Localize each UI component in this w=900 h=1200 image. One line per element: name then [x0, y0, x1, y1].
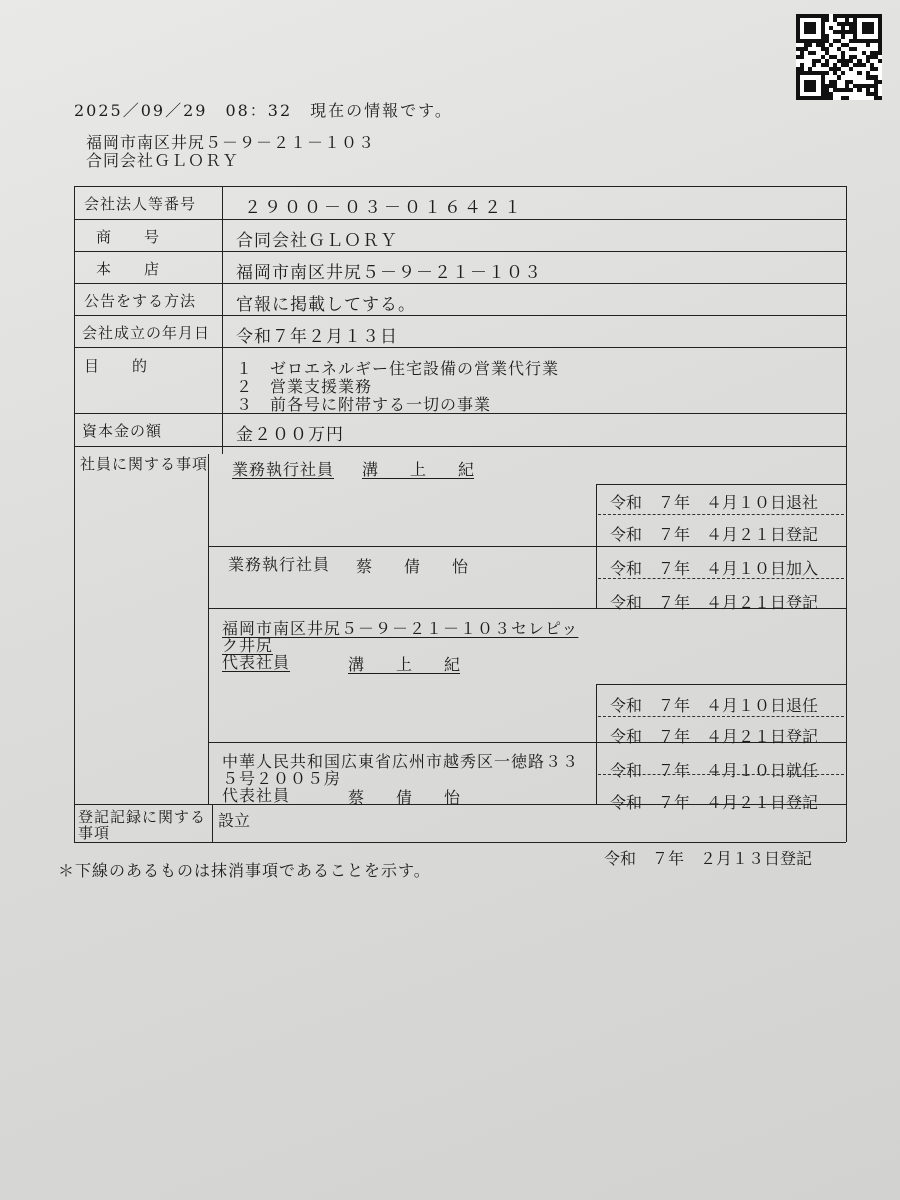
- member-name: 蔡 倩 怡: [356, 557, 469, 576]
- header-company: 合同会社ＧＬＯＲＹ: [86, 151, 240, 170]
- corp-number-value: ２９００－０３－０１６４２１: [244, 198, 524, 218]
- label-head-office: 本 店: [96, 260, 161, 278]
- registration-value: 設立: [218, 811, 251, 830]
- member-date: 令和 ７年 ４月２１日登記: [610, 727, 819, 746]
- notice-method-value: 官報に掲載してする。: [236, 295, 416, 315]
- label-registration: 登記記録に関する: [78, 808, 207, 826]
- member-name: 溝 上 紀: [362, 460, 475, 479]
- head-office-value: 福岡市南区井尻５－９－２１－１０３: [236, 263, 542, 283]
- member-role: 業務執行社員: [232, 460, 335, 479]
- member-date: 令和 ７年 ４月２１日登記: [610, 593, 819, 612]
- timestamp-line: 2025／09／29 08：32 現在の情報です。: [74, 101, 453, 120]
- purpose-item: １ ゼロエネルギー住宅設備の営業代行業: [236, 359, 560, 378]
- member-date: 令和 ７年 ４月２１日登記: [610, 793, 819, 812]
- label-notice-method: 公告をする方法: [84, 292, 197, 310]
- member-role: 代表社員: [222, 653, 291, 672]
- purpose-item: ２ 営業支援業務: [236, 377, 373, 396]
- member-date: 令和 ７年 ４月１０日加入: [610, 559, 819, 578]
- label-capital: 資本金の額: [82, 422, 163, 440]
- member-date: 令和 ７年 ４月１０日退社: [610, 493, 819, 512]
- member-date: 令和 ７年 ４月１０日退任: [610, 696, 819, 715]
- label-established: 会社成立の年月日: [82, 324, 211, 342]
- label-trade-name: 商 号: [96, 228, 161, 246]
- header-address: 福岡市南区井尻５－９－２１－１０３: [86, 133, 376, 152]
- label-members: 社員に関する事項: [80, 455, 209, 473]
- purpose-item: ３ 前各号に附帯する一切の事業: [236, 395, 492, 414]
- label-corp-number: 会社法人等番号: [84, 195, 197, 213]
- member-address: ５号２００５房: [222, 769, 342, 788]
- member-date: 令和 ７年 ４月１０日就任: [610, 761, 819, 780]
- registration-date: 令和 ７年 ２月１３日登記: [604, 849, 813, 868]
- label-registration-line2: 事項: [78, 824, 111, 842]
- trade-name-value: 合同会社ＧＬＯＲＹ: [236, 231, 398, 251]
- member-address: ク井尻: [222, 636, 274, 655]
- member-date: 令和 ７年 ４月２１日登記: [610, 525, 819, 544]
- member-name: 溝 上 紀: [348, 655, 461, 674]
- qr-code-icon: [796, 14, 882, 100]
- label-purpose: 目 的: [84, 357, 149, 375]
- capital-value: 金２００万円: [236, 425, 344, 445]
- member-role: 代表社員: [222, 786, 291, 805]
- footnote: ＊下線のあるものは抹消事項であることを示す。: [58, 861, 431, 880]
- member-role: 業務執行社員: [228, 555, 331, 574]
- established-value: 令和７年２月１３日: [236, 327, 398, 347]
- member-name: 蔡 倩 怡: [348, 788, 461, 807]
- member-address: 中華人民共和国広東省広州市越秀区一徳路３３: [222, 752, 580, 771]
- member-address: 福岡市南区井尻５－９－２１－１０３セレピッ: [222, 619, 579, 638]
